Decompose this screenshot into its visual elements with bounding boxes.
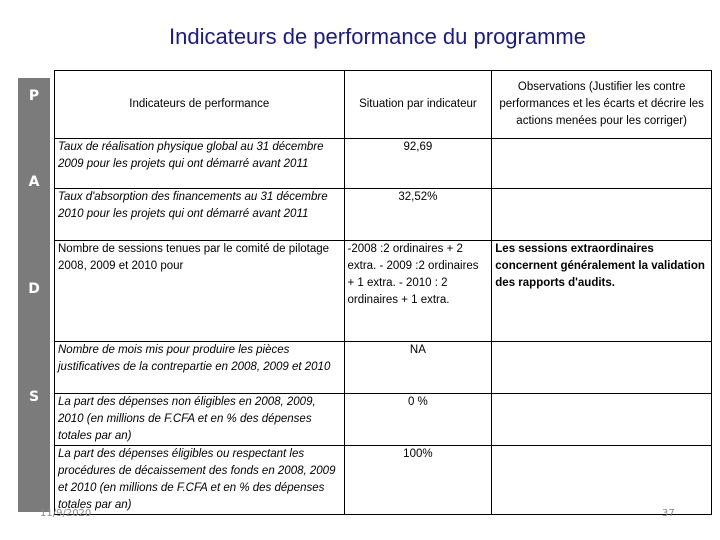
row-observations [492, 139, 712, 189]
row-observations: Les sessions extraordinaires concernent généralement la validation des rapports d'audits. [492, 241, 712, 342]
table-row [55, 446, 712, 515]
row-situation: NA [344, 342, 492, 394]
row-indicator: Nombre de mois mis pour produire les pièces justificatives de la contrepartie en 2008, 2009 et 2010 [55, 342, 345, 394]
table-row [55, 139, 712, 189]
side-letter-d: D [28, 281, 40, 297]
performance-table [54, 70, 712, 515]
side-letter-p: P [28, 88, 40, 104]
row-observations [492, 394, 712, 446]
page-title: Indicateurs de performance du programme [169, 24, 586, 49]
page-number: 37 [662, 508, 675, 519]
row-indicator: Nombre de sessions tenues par le comité de pilotage 2008, 2009 et 2010 pour [55, 241, 345, 342]
row-situation: 92,69 [344, 139, 492, 189]
row-observations [492, 342, 712, 394]
header-indicator: Indicateurs de performance [55, 71, 345, 139]
row-indicator: La part des dépenses non éligibles en 2008, 2009, 2010 (en millions de F.CFA et en % des dépenses totales par an) [55, 394, 345, 446]
header-observations: Observations (Justifier les contre performances et les écarts et décrire les actions menées pour les corriger) [492, 71, 712, 139]
table-row [55, 394, 712, 446]
header-situation: Situation par indicateur [344, 71, 492, 139]
row-situation: 0 % [344, 394, 492, 446]
row-indicator: Taux de réalisation physique global au 31 décembre 2009 pour les projets qui ont démarré avant 2011 [55, 139, 345, 189]
table-row [55, 189, 712, 241]
row-indicator: Taux d'absorption des financements au 31 décembre 2010 pour les projets qui ont démarré avant 2011 [55, 189, 345, 241]
row-indicator: La part des dépenses éligibles ou respectant les procédures de décaissement des fonds en 2008, 2009 et 2010 (en millions de F.CFA et en % des dépenses totales par an) [55, 446, 345, 515]
table-header-row [55, 71, 712, 139]
side-letter-a: A [28, 174, 40, 190]
table-row [55, 342, 712, 394]
row-observations [492, 446, 712, 515]
row-situation: 100% [344, 446, 492, 515]
row-observations [492, 189, 712, 241]
table-row [55, 241, 712, 342]
footer-date: 11/9/2020 [40, 508, 92, 519]
row-situation: 32,52% [344, 189, 492, 241]
side-letter-s: S [28, 389, 40, 405]
row-situation: -2008 :2 ordinaires + 2 extra. - 2009 :2 ordinaires + 1 extra. - 2010 : 2 ordinaires + 1 extra. [344, 241, 492, 342]
